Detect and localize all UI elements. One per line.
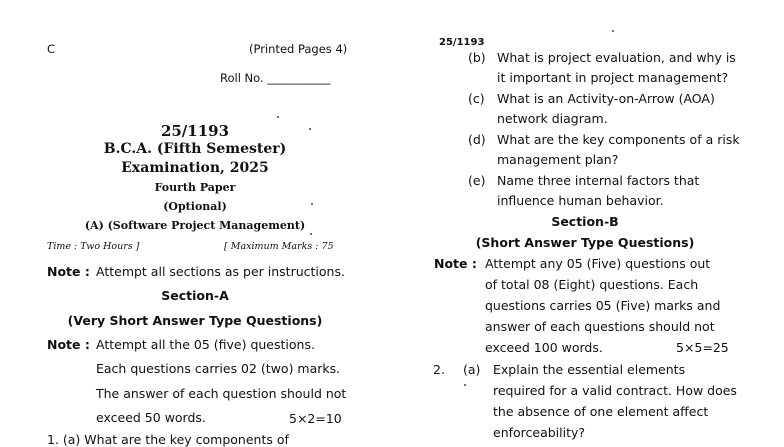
question-2a-line: enforceability? [493, 425, 586, 440]
section-b-title: Section-B [551, 214, 619, 229]
scan-speck [311, 203, 313, 205]
roll-no: Roll No. ___________ [220, 71, 331, 85]
course-title: B.C.A. (Fifth Semester) [103, 141, 287, 157]
note-b-line: Attempt any 05 (Five) questions out [485, 256, 711, 271]
item-line: management plan? [497, 152, 619, 167]
question-2a-line: required for a valid contract. How does [493, 383, 737, 398]
scan-speck [464, 384, 466, 386]
note-b-line: answer of each questions should not [485, 319, 715, 334]
note-b-label: Note : [434, 256, 477, 271]
question-2-number: 2. [433, 362, 445, 377]
item-label-b: (b) [468, 50, 486, 65]
question-1a-partial: 1. (a) What are the key components of [47, 432, 289, 447]
note2-line: Attempt all the 05 (five) questions. [96, 337, 315, 352]
section-b-subtitle: (Short Answer Type Questions) [475, 235, 695, 250]
note-b-line: of total 08 (Eight) questions. Each [485, 277, 699, 292]
scan-speck [277, 116, 279, 118]
printed-pages: (Printed Pages 4) [249, 42, 348, 56]
note2-line: The answer of each question should not [96, 386, 347, 401]
item-label-e: (e) [468, 173, 486, 188]
optional-label: (Optional) [163, 200, 227, 213]
scan-speck [309, 128, 311, 130]
subject-title: (A) (Software Project Management) [84, 219, 306, 232]
exam-title: Examination, 2025 [121, 160, 269, 176]
note2-line: Each questions carries 02 (two) marks. [96, 361, 341, 376]
note2-marks: 5×2=10 [289, 411, 342, 426]
item-label-c: (c) [468, 91, 485, 106]
question-2a-line: Explain the essential elements [493, 362, 686, 377]
note-text: Attempt all sections as per instructions. [96, 264, 345, 279]
note2-line: exceed 50 words. [96, 410, 206, 425]
section-a-title: Section-A [161, 288, 229, 303]
note2-label: Note : [47, 337, 90, 352]
question-2a-label: (a) [463, 362, 481, 377]
note-b-line: questions carries 05 (Five) marks and [485, 298, 721, 313]
paper-number: Fourth Paper [154, 181, 236, 194]
item-line: What is an Activity-on-Arrow (AOA) [497, 91, 715, 106]
item-line: What are the key components of a risk [497, 132, 740, 147]
note-b-line: exceed 100 words. [485, 340, 603, 355]
scan-speck [310, 233, 312, 235]
scan-speck [612, 30, 614, 32]
max-marks: [ Maximum Marks : 75 [224, 241, 334, 252]
item-line: network diagram. [497, 111, 608, 126]
item-line: it important in project management? [497, 70, 729, 85]
item-label-d: (d) [468, 132, 486, 147]
corner-mark: C [47, 42, 56, 56]
item-line: influence human behavior. [497, 193, 664, 208]
item-line: What is project evaluation, and why is [497, 50, 736, 65]
section-a-subtitle: (Very Short Answer Type Questions) [67, 313, 323, 328]
item-line: Name three internal factors that [497, 173, 700, 188]
note-label: Note : [47, 264, 90, 279]
note-b-marks: 5×5=25 [676, 340, 729, 355]
question-2a-line: the absence of one element affect [493, 404, 709, 419]
time-label: Time : Two Hours ] [47, 241, 140, 252]
paper-code: 25/1193 [160, 122, 230, 140]
right-paper-code: 25/1193 [439, 37, 485, 48]
